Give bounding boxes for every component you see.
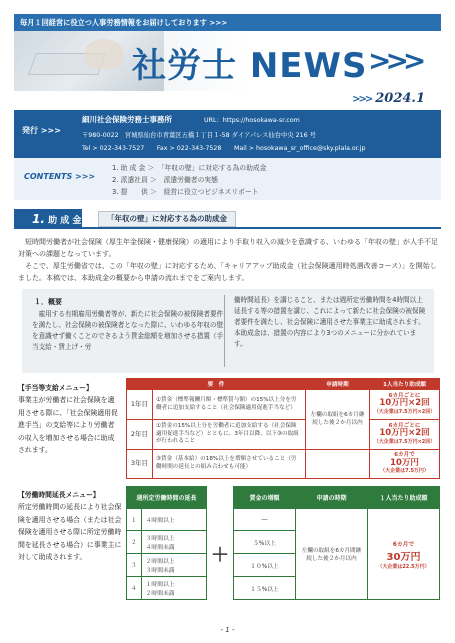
menu1-label: 【手当等支給メニュー】 (18, 384, 93, 392)
publisher-label: 発行 >>> (22, 126, 61, 135)
table-header: 申請の時期 (296, 487, 368, 509)
table-header: 賃金の増額 (234, 487, 296, 509)
table-header: １人当たり助成額 (368, 487, 440, 509)
issue-date (352, 91, 425, 106)
section-number: 1. 助 成 金 (14, 209, 82, 229)
overview-divider (224, 295, 225, 367)
table-row: ２ ３時間以上 ４時間未満 ５%以上 (127, 531, 440, 554)
menu1-text: 事業主が労働者に社会保険を適用させる際に、「社会保険適用促進手当」の支給等により労働者の収入を増加させる場合に助成されます。 (18, 396, 118, 454)
table-row: 2年目 ①賃金の15%以上分を労働者に追加支給する（社会保険適用促進手当など）とともに、3年目以降、以下③の取組が行われること 6カ月ごとに 10万円×2回 （大企業は7.5万円×2回） (127, 420, 440, 450)
table-row: ３ ２時間以上 ３時間未満 １０%以上 (127, 554, 440, 577)
toc-item[interactable]: 1. 助 成 金 ＞ 「年収の壁」に対応する為の助成金 (112, 164, 267, 172)
intro-paragraph-1: 短時間労働者が社会保険（厚生年金保険・健康保険）の適用により手取り収入の減少を意識する、いわゆる「年収の壁」が人手不足対策への課題となっています。 (18, 238, 438, 258)
page-number: - 1 - (220, 626, 235, 634)
overview-text-left: 雇用する有期雇用労働者等が、新たに社会保険の被保険者要件を満たし、社会保険の被保険者となった際に、いわゆる年収の壁を意識せず働くことのできるよう賃金総額を増加させる措置（手当支給・賃上げ・労 (32, 310, 224, 351)
table-header: 要 件 (127, 379, 306, 390)
newsletter-title: 社労士 NEWS (132, 46, 368, 86)
section-heading (14, 209, 441, 229)
header-tagline: 毎月１回経営に役立つ人事労務情報をお届けしております >>> (14, 14, 441, 31)
title-arrows-icon: >>> (368, 44, 421, 77)
office-name: 細川社会保険労務士事務所 (82, 115, 172, 124)
toc-item[interactable]: 3. 提 供 ＞ 経営に役立つビジネスリポート (112, 188, 259, 196)
toc-item[interactable]: 2. 派遣社員 ＞ 派遣労働者の実態 (112, 176, 218, 184)
timing-cell: 左欄の取組を6カ月間継続した後２か月以内 (296, 509, 368, 600)
contents-label: CONTENTS >>> (24, 172, 96, 181)
table-row: ４ １時間以上 ２時間未満 １５%以上 (127, 577, 440, 600)
overview-heading: １．概要 (34, 298, 62, 306)
contents-box (14, 158, 441, 200)
plus-icon: ＋ (211, 545, 229, 566)
menu2-text: 所定労働時間の延長により社会保険を適用させる場合（または社会保険を適用させる際に所定労働時間を延長させる場合）に事業主に対して助成されます。 (18, 503, 122, 561)
issue-arrows-icon: >>> (352, 94, 372, 105)
timing-cell: 左欄の取組を6カ月継続した後２か月以内 (306, 390, 370, 450)
menu2-table (126, 486, 440, 600)
table-header: 週所定労働時間の延長 (127, 487, 207, 509)
table-row: 3年目 ③賃金（基本給）の18%以上を増額させていること（労働時間の延長との組み合わせも可能） 6カ月で 10万円 （大企業は7.5万円） (127, 450, 440, 479)
table-row: 1年目 ①賃金（標準報酬月額・標準賞与額）の15%以上分を労働者に追加支給すること（社会保険適用促進手当など） 左欄の取組を6カ月継続した後２か月以内 6カ月ごとに 10万円×2回 （大企業は7.5万円×2回） (127, 390, 440, 420)
table-row: １ ４時間以上 ＋ ― 左欄の取組を6カ月間継続した後２か月以内 6カ月で 30万円 （大企業は22.5万円） (127, 509, 440, 531)
menu2-label: 【労働時間延長メニュー】 (18, 491, 100, 499)
section-title: 「年収の壁」に対応する為の助成金 (98, 211, 236, 227)
issue-number: 2024.1 (375, 91, 425, 106)
overview-box (22, 289, 434, 373)
overview-text-right: 働時間延長）を講じること、または週所定労働時間を4時間以上延長する等の措置を講じ、これによって新たに社会保険の被保険者要件を満たし、社会保険に適用させた事業主に助成されます。本助成金は、措置の内容により3つのメニューに分かれています。 (234, 296, 426, 348)
menu1-table (126, 378, 440, 479)
table-header: 申請時期 (306, 379, 370, 390)
office-url[interactable]: URL：https://hosokawa-sr.com (204, 117, 300, 124)
office-contact: Tel > 022-343-7527 Fax > 022-343-7528 Mail > hosokawa_sr_office@sky.plala.or.jp (82, 145, 366, 152)
office-address: 〒980-0022 宮城県仙台市青葉区五橋１丁目１-58 ダイアパレス仙台中央 216 号 (82, 132, 316, 139)
table-header: 1人当たり助成額 (370, 379, 440, 390)
intro-paragraph-2: そこで、厚生労働省では、この「年収の壁」に対応するため、「キャリアアップ助成金（社会保険適用時処遇改善コース）」を開始しました。本稿では、本助成金の概要から申請の流れまでをご案内します。 (18, 262, 437, 282)
publisher-box (14, 110, 441, 158)
